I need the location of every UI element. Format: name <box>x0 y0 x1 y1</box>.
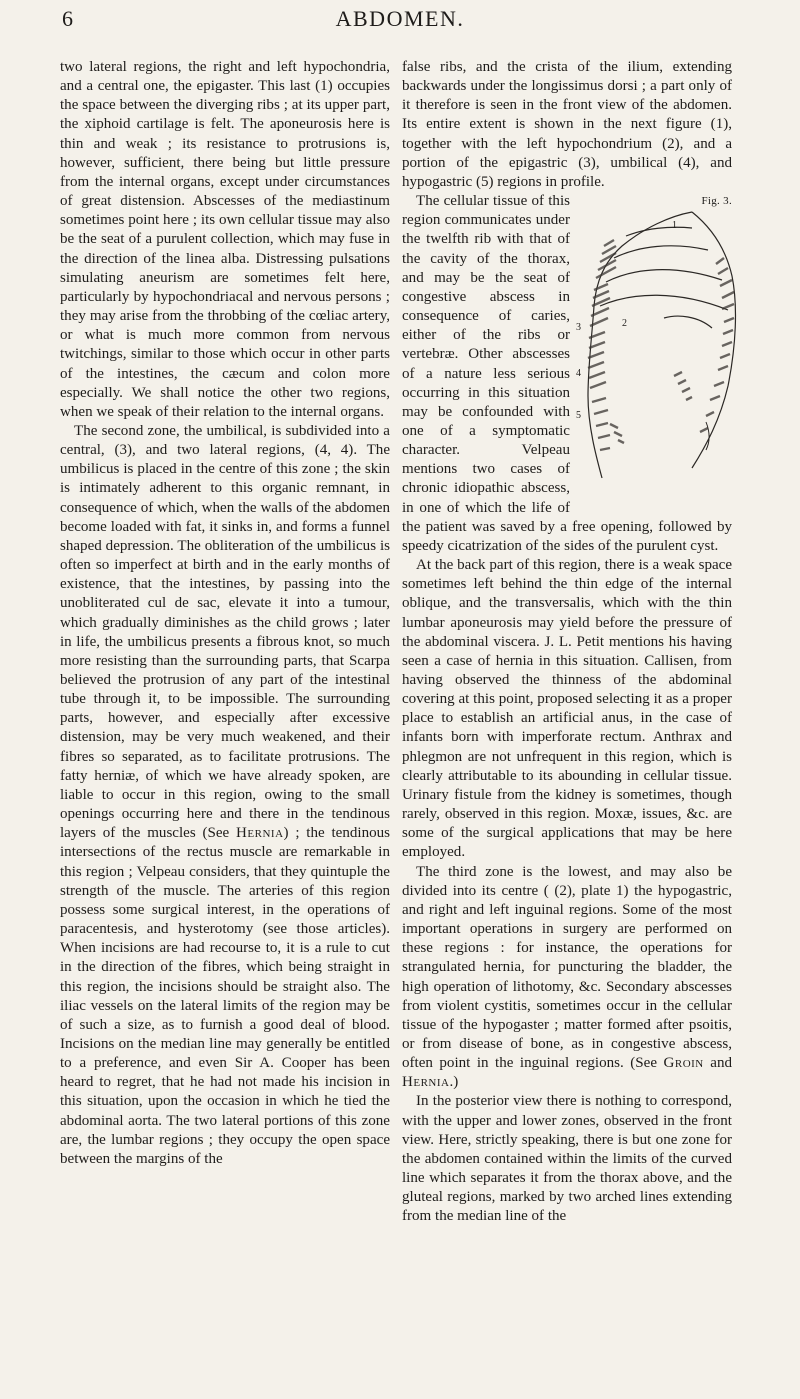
paragraph: At the back part of this region, there is a weak space sometimes left behind the thin edge of the internal oblique, and the transversalis, which with the thin lumbar aponeurosis may yield before the pressure of the abdominal viscera. J. L. Petit mentions his having seen a case of hernia in this situation. Callisen, from having observed the thinness of the abdominal covering at this point, proposed selecting it as a proper place to establish an artificial anus, in the case of infants born with imperforate rectum. Anthrax and phlegmon are not unfrequent in this region, which is clearly attributable to its abounding in cellular tissue. Urinary fistule from the kidney is sometimes, though rarely, observed in this region. Moxæ, issues, &c. are some of the surgical applications that may be here employed. <box>402 557 732 861</box>
right-column <box>402 58 732 1227</box>
running-head: ABDOMEN. <box>335 6 465 31</box>
marker: 1 <box>672 220 677 232</box>
paragraph: In the posterior view there is nothing to correspond, with the upper and lower zones, observed in the front view. Here, strictly speaking, there is but one zone for the abdomen contained within the limits of the curved line which separates it from the thorax above, and the gluteal regions, marked by two arched lines extending from the median line of the <box>402 1093 732 1225</box>
paragraph: two lateral regions, the right and left hypochondria, and a central one, the epigaster. This last (1) occupies the space between the diverging ribs ; at its upper part, the xiphoid cartilage is felt. The aponeurosis here is thin and weak ; its resistance to protrusions is, however, sufficient, there being but little pressure from the internal organs, except under circumstances of great distension. Abscesses of the mediastinum sometimes point here ; its own cellular tissue may also be the seat of a purulent collection, which may fuse in the direction of the linea alba. Distressing pulsations simulating aneurism are sometimes felt here, particularly by hypochondriacal and nervous persons ; they may arise from the throbbing of the cœliac artery, or what is much more common from nervous twitchings, similar to those which occur in other parts of the intestines, the cæcum and colon more especially. We shall notice the other two regions, when we speak of their relation to the internal organs. <box>60 59 390 420</box>
marker: 3 <box>576 322 581 334</box>
paragraph: The second zone, the umbilical, is subdivided into a central, (3), and two lateral regions, (4, 4). The umbilicus is placed in the centre of this zone ; the skin is intimately adherent to this organic remnant, in consequence of which, when the walls of the abdomen become loaded with fat, it sinks in, and forms a funnel shaped depression. The obliteration of the umbilicus is often so imperfect at birth and in the early months of existence, that the intestines, by passing into the unobliterated cul de sac, elevate it into a tumour, which gradually diminishes as the child grows ; later in life, the umbilicus presents a fibrous knot, so much more resisting than the surrounding parts, that Scarpa believed the protrusion of any part of the intestinal tube through it, to be impossible. The surrounding parts, however, and especially after excessive distension, may be very much weakened, and their fibres so separated, as to facilitate protrusions. The fatty herniæ, of which we have already spoken, are liable to occur in this region, owing to the small openings occurring here and there in the tendinous layers of the muscles (See Hernia) ; the tendinous intersections of the rectus muscle are remarkable in this region ; Velpeau considers, that they quintuple the strength of the muscle. The arteries of this region possess some surgical interest, in the operations of paracentesis, and hysterotomy (see those articles). When incisions are had recourse to, it is a rule to cut in the direction of the fibres, which being straight in this region, the incisions should be straight also. The iliac vessels on the lateral limits of the region may be of such a size, as to furnish a good deal of blood. Incisions on the median line may generally be entitled to a preference, and even Sir A. Cooper has been heard to regret, that he had not made his incision in this situation, upon the occasion in which he tied the abdominal aorta. The two lateral portions of this zone are, the lumbar regions ; they occupy the open space between the margins of the <box>60 422 391 1167</box>
cross-reference: Hernia <box>236 825 284 842</box>
marker: 2 <box>622 318 627 330</box>
left-column <box>60 58 390 1169</box>
torso-profile-illustration <box>574 206 746 506</box>
page-number: 6 <box>62 6 73 31</box>
figure-3 <box>574 192 746 507</box>
paragraph: The third zone is the lowest, and may also be divided into its centre ( (2), plate 1) the hypogastric, and right and left inguinal regions. Some of the most important operations in surgery are performed on these regions : for instance, the operations for strangulated hernia, for puncturing the bladder, the high operation of lithotomy, &c. Secondary abscesses from violent cystitis, sometimes occur in the cellular tissue of the hypogaster ; matter formed after psoitis, or from disease of bone, as in congestive abscess, often point in the inguinal regions. (See Groin and Hernia.) <box>402 863 732 1091</box>
paragraph: The cellular tissue of this region communicates under the twelfth rib with that of the cavity of the thorax, and may be the seat of congestive abscess in consequence of caries, either of the ribs or vertebræ. Other abscesses of a nature less serious occurring in this situation may be confounded with one of a symptomatic character. Velpeau mentions two cases of chronic idiopathic abscess, in one of which the life of the patient was saved by a free opening, followed by speedy cicatrization of the sides of the purulent cyst. <box>402 193 732 554</box>
figure-label: Fig. 3. <box>701 195 732 208</box>
marker: 4 <box>576 368 581 380</box>
cross-reference: Groin <box>663 1055 704 1072</box>
cross-reference: Hernia <box>402 1074 450 1091</box>
paragraph: false ribs, and the crista of the ilium, extending backwards under the longissimus dorsi ; a part only of it therefore is seen in the front view of the abdomen. Its entire extent is shown in the next figure (1), together with the left hypochondrium (2), and a portion of the epigastric (3), umbilical (4), and hypogastric (5) regions in profile. <box>402 59 732 190</box>
marker: 5 <box>576 410 581 422</box>
